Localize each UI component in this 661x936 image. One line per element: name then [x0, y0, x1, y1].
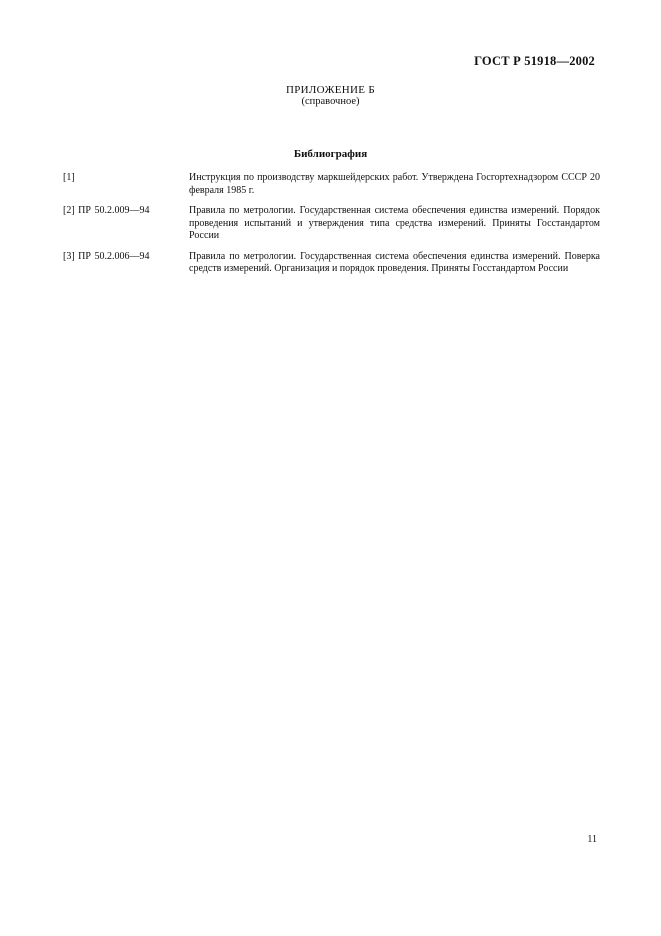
bibliography-entry [63, 205, 600, 243]
appendix-subtitle: (справочное) [301, 96, 360, 107]
bibliography-entry-text: Правила по метрологии. Государственная система обеспечения единства измерений. Порядок проведения испытаний и утверждения типа средства измерений. Приняты Госстандартом России [189, 205, 600, 241]
bibliography-entry [63, 172, 600, 197]
page-number: 11 [587, 834, 597, 845]
bibliography-heading: Библиография [293, 148, 368, 160]
bibliography-entry-ref: [1] [63, 172, 75, 183]
bibliography-entry [63, 251, 600, 276]
bibliography-entry-text: Правила по метрологии. Государственная система обеспечения единства измерений. Поверка средств измерений. Организация и порядок проведения. Приняты Госстандартом России [189, 250, 600, 274]
document-code: ГОСТ Р 51918—2002 [474, 54, 595, 68]
bibliography-entry-text: Инструкция по производству маркшейдерских работ. Утверждена Госгортехнадзором СССР 20 февраля 1985 г. [189, 172, 600, 196]
appendix-title: ПРИЛОЖЕНИЕ Б [286, 84, 375, 96]
bibliography-list [63, 172, 600, 284]
bibliography-entry-ref: [3] ПР 50.2.006—94 [63, 250, 150, 262]
bibliography-entry-ref: [2] ПР 50.2.009—94 [63, 205, 150, 216]
